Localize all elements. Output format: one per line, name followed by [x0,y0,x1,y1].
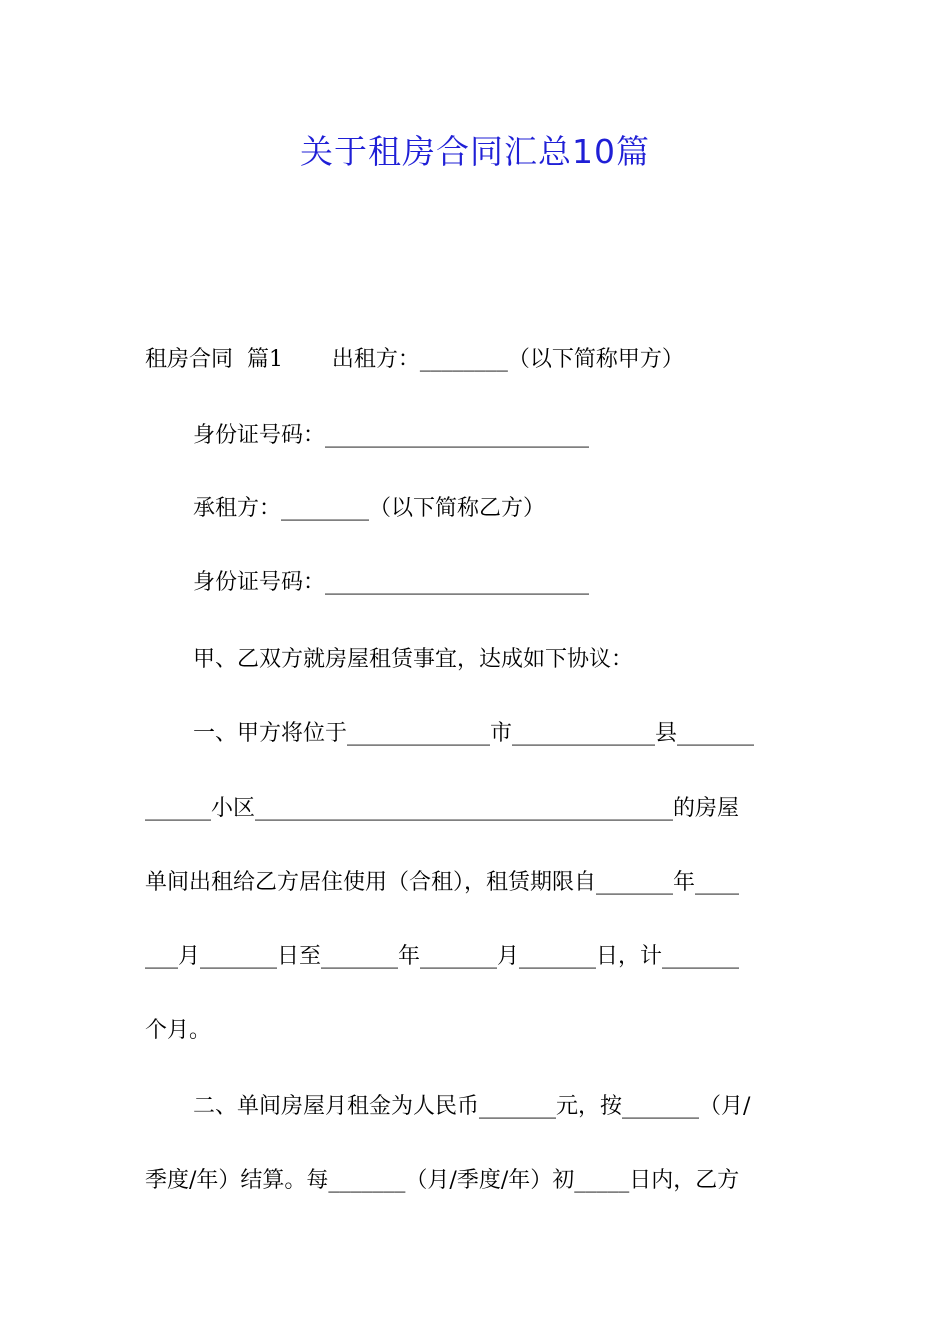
clause-1-line-4: ___月_______日至_______年_______月_______日，计_______ [145,944,740,969]
clause-2-line-1: 二、单间房屋月租金为人民币_______元，按_______（月/ [193,1094,751,1119]
lessee-line: 承租方：________（以下简称乙方） [193,496,546,521]
document-title: 关于租房合同汇总10篇 [300,132,650,171]
clause-2-line-2: 季度/年）结算。每_______（月/季度/年）初_____日内，乙方 [145,1168,740,1193]
clause-1-line-2: ______小区______________________________________的房屋 [145,796,740,821]
lessee-id-number-line: 身份证号码：________________________ [193,570,590,595]
agreement-intro-line: 甲、乙双方就房屋租赁事宜，达成如下协议： [193,647,634,672]
contract-heading-lessor-line: 租房合同 篇1 出租方：________（以下简称甲方） [145,347,684,372]
clause-1-line-1: 一、甲方将位于_____________市_____________县_______ [193,721,755,746]
clause-1-line-3: 单间出租给乙方居住使用（合租），租赁期限自_______年____ [145,870,740,895]
clause-1-line-5: 个月。 [145,1018,212,1043]
lessor-id-number-line: 身份证号码：________________________ [193,423,590,448]
